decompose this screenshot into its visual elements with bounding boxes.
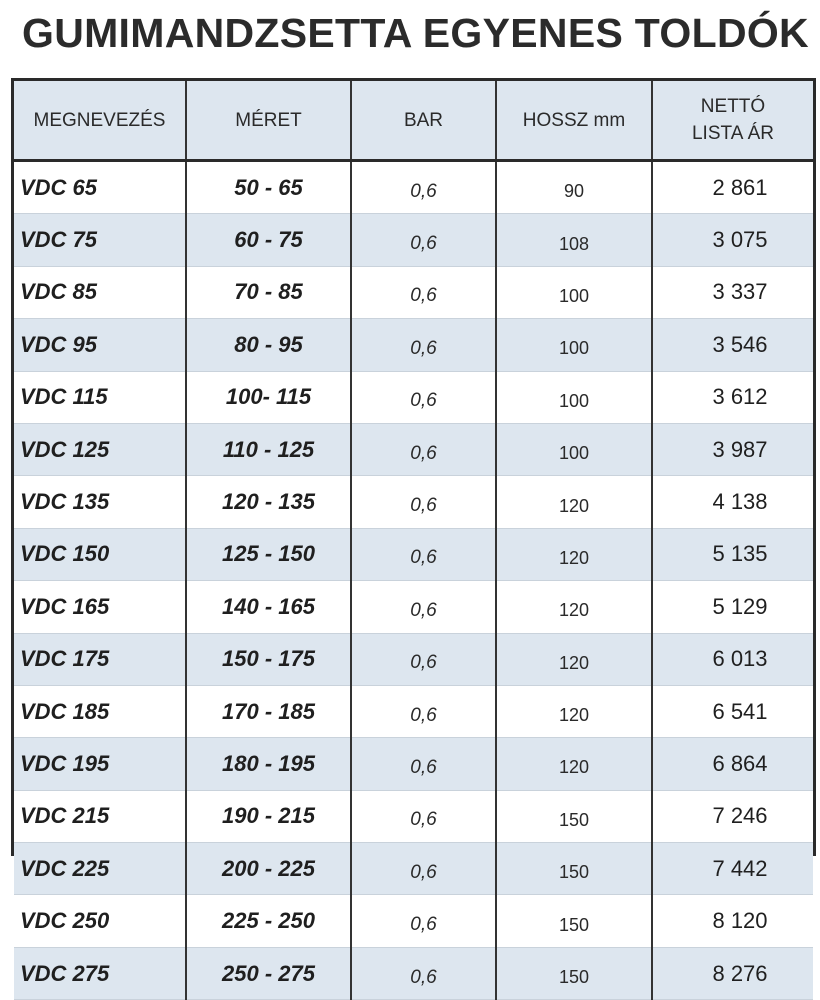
cell-bar: 0,6 [351, 161, 496, 214]
cell-bar: 0,6 [351, 371, 496, 423]
table-row [14, 685, 813, 737]
table-row [14, 476, 813, 528]
header-price-line1: NETTÓ [700, 96, 766, 117]
table-row [14, 843, 813, 895]
cell-name: VDC 165 [14, 581, 186, 633]
cell-size: 190 - 215 [186, 790, 351, 842]
cell-length: 108 [496, 214, 652, 266]
cell-size: 70 - 85 [186, 266, 351, 318]
cell-length: 100 [496, 371, 652, 423]
cell-bar: 0,6 [351, 947, 496, 999]
cell-name: VDC 275 [14, 947, 186, 999]
cell-size: 225 - 250 [186, 895, 351, 947]
cell-length: 150 [496, 895, 652, 947]
cell-length: 90 [496, 161, 652, 214]
cell-bar: 0,6 [351, 895, 496, 947]
cell-size: 50 - 65 [186, 161, 351, 214]
cell-name: VDC 195 [14, 738, 186, 790]
cell-price: 3 987 [652, 423, 813, 475]
table-row [14, 947, 813, 999]
cell-bar: 0,6 [351, 790, 496, 842]
cell-price: 4 138 [652, 476, 813, 528]
cell-name: VDC 225 [14, 843, 186, 895]
table-row [14, 319, 813, 371]
cell-bar: 0,6 [351, 214, 496, 266]
cell-price: 3 337 [652, 266, 813, 318]
table-row [14, 214, 813, 266]
cell-name: VDC 65 [14, 161, 186, 214]
cell-price: 5 129 [652, 581, 813, 633]
cell-bar: 0,6 [351, 319, 496, 371]
cell-bar: 0,6 [351, 843, 496, 895]
cell-name: VDC 250 [14, 895, 186, 947]
cell-bar: 0,6 [351, 738, 496, 790]
cell-length: 150 [496, 843, 652, 895]
cell-bar: 0,6 [351, 633, 496, 685]
header-length: HOSSZ mm [496, 81, 652, 161]
cell-price: 8 120 [652, 895, 813, 947]
cell-bar: 0,6 [351, 685, 496, 737]
price-table-frame [11, 78, 816, 988]
table-row [14, 528, 813, 580]
table-row [14, 738, 813, 790]
cell-length: 120 [496, 738, 652, 790]
table-row [14, 790, 813, 842]
header-size: MÉRET [186, 81, 351, 161]
cell-bar: 0,6 [351, 423, 496, 475]
page-title: GUMIMANDZSETTA EGYENES TOLDÓK [22, 10, 809, 56]
cell-size: 110 - 125 [186, 423, 351, 475]
table-header-row [14, 81, 813, 161]
cell-price: 6 013 [652, 633, 813, 685]
table-row [14, 161, 813, 214]
cell-price: 7 246 [652, 790, 813, 842]
cell-name: VDC 85 [14, 266, 186, 318]
cell-bar: 0,6 [351, 266, 496, 318]
cell-length: 100 [496, 319, 652, 371]
cell-size: 150 - 175 [186, 633, 351, 685]
cell-size: 140 - 165 [186, 581, 351, 633]
cell-name: VDC 75 [14, 214, 186, 266]
cell-bar: 0,6 [351, 476, 496, 528]
cell-length: 120 [496, 685, 652, 737]
cell-price: 6 864 [652, 738, 813, 790]
cell-name: VDC 215 [14, 790, 186, 842]
table-row [14, 895, 813, 947]
cell-name: VDC 175 [14, 633, 186, 685]
cell-size: 250 - 275 [186, 947, 351, 999]
cell-length: 100 [496, 423, 652, 475]
cell-length: 150 [496, 790, 652, 842]
cell-name: VDC 135 [14, 476, 186, 528]
cell-size: 80 - 95 [186, 319, 351, 371]
table-row [14, 633, 813, 685]
cell-size: 60 - 75 [186, 214, 351, 266]
cell-name: VDC 95 [14, 319, 186, 371]
cell-size: 200 - 225 [186, 843, 351, 895]
cell-length: 150 [496, 947, 652, 999]
cell-bar: 0,6 [351, 581, 496, 633]
table-row [14, 371, 813, 423]
header-name: MEGNEVEZÉS [14, 81, 186, 161]
cell-size: 100- 115 [186, 371, 351, 423]
cell-price: 3 546 [652, 319, 813, 371]
table-row [14, 266, 813, 318]
cell-length: 120 [496, 528, 652, 580]
cell-name: VDC 185 [14, 685, 186, 737]
cell-size: 180 - 195 [186, 738, 351, 790]
cell-length: 120 [496, 476, 652, 528]
cell-length: 120 [496, 633, 652, 685]
header-price [652, 81, 813, 161]
cell-price: 3 612 [652, 371, 813, 423]
cell-price: 2 861 [652, 161, 813, 214]
cell-price: 7 442 [652, 843, 813, 895]
cell-size: 120 - 135 [186, 476, 351, 528]
cell-length: 100 [496, 266, 652, 318]
cell-price: 8 276 [652, 947, 813, 999]
cell-length: 120 [496, 581, 652, 633]
cell-name: VDC 150 [14, 528, 186, 580]
cell-size: 170 - 185 [186, 685, 351, 737]
cell-price: 3 075 [652, 214, 813, 266]
table-row [14, 581, 813, 633]
price-table [14, 81, 813, 1000]
cell-bar: 0,6 [351, 528, 496, 580]
cell-name: VDC 115 [14, 371, 186, 423]
cell-size: 125 - 150 [186, 528, 351, 580]
table-body [14, 161, 813, 1000]
cell-price: 6 541 [652, 685, 813, 737]
header-bar: BAR [351, 81, 496, 161]
cell-price: 5 135 [652, 528, 813, 580]
table-row [14, 423, 813, 475]
cell-name: VDC 125 [14, 423, 186, 475]
header-price-line2: LISTA ÁR [691, 123, 774, 144]
